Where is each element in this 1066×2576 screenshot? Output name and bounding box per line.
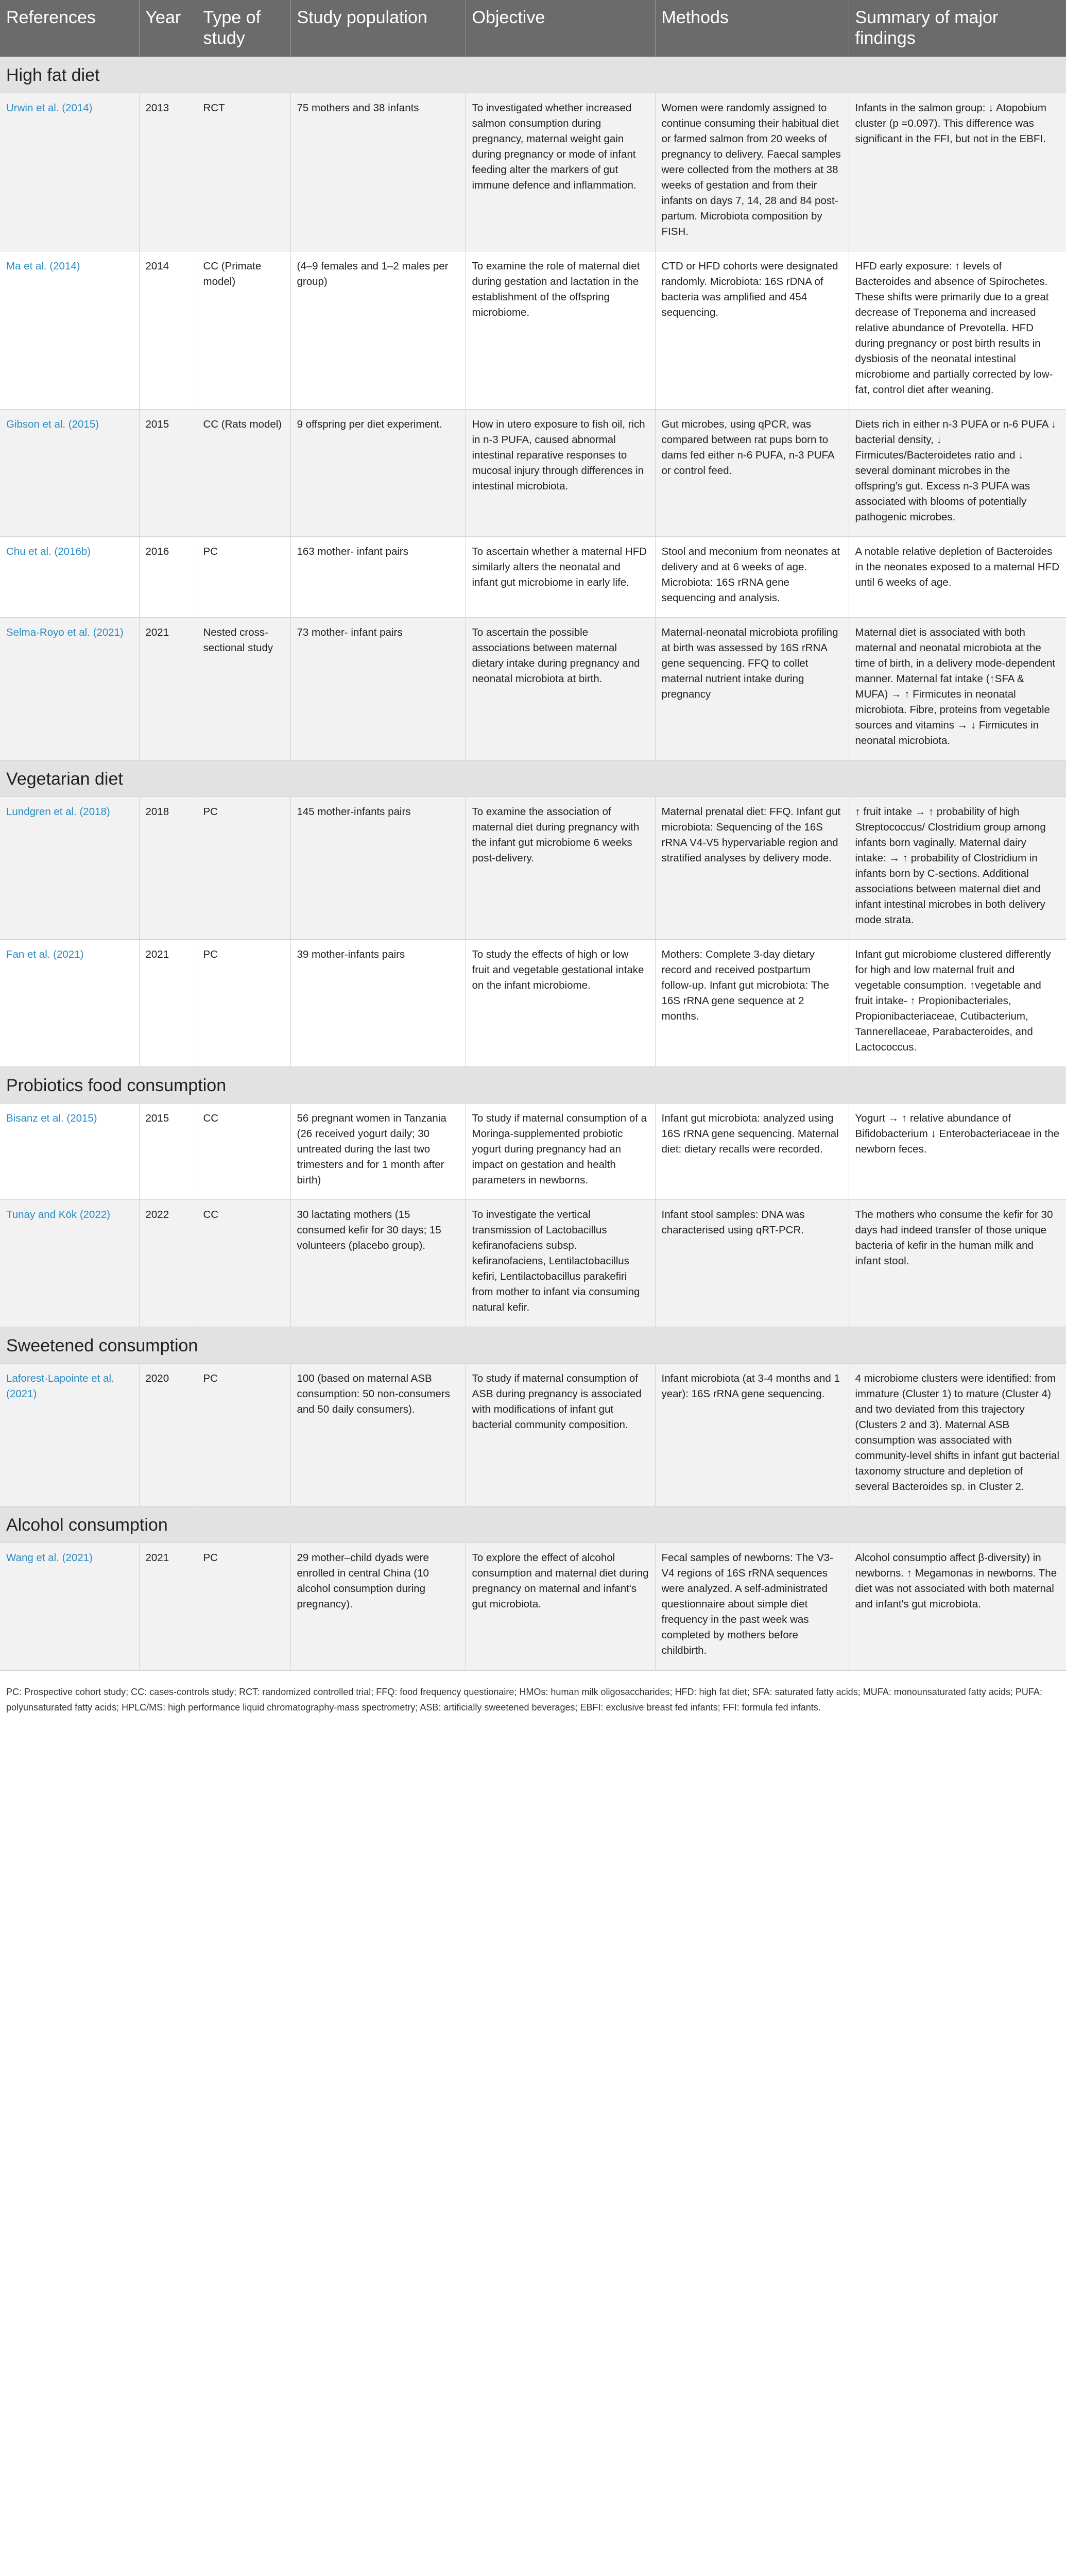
reference-link[interactable]: Bisanz et al. (2015) [0,1104,139,1200]
col-header-objective: Objective [466,0,655,57]
cell-type: RCT [197,93,290,251]
cell-population: (4–9 females and 1–2 males per group) [290,251,466,410]
cell-year: 2016 [139,537,197,618]
section-header [0,1506,1066,1543]
table-header [0,0,1066,57]
section-title: High fat diet [0,57,1066,93]
cell-type: CC (Rats model) [197,410,290,537]
section-header [0,760,1066,797]
cell-methods: CTD or HFD cohorts were designated randomly. Microbiota: 16S rDNA of bacteria was amplified and 454 sequencing. [655,251,849,410]
reference-link[interactable]: Urwin et al. (2014) [0,93,139,251]
cell-population: 75 mothers and 38 infants [290,93,466,251]
col-header-population: Study population [290,0,466,57]
cell-methods: Gut microbes, using qPCR, was compared between rat pups born to dams fed either n-6 PUFA, n-3 PUFA or control feed. [655,410,849,537]
reference-link[interactable]: Gibson et al. (2015) [0,410,139,537]
table-row [0,940,1066,1067]
cell-type: CC [197,1104,290,1200]
section-title: Probiotics food consumption [0,1067,1066,1104]
cell-type: PC [197,1364,290,1506]
cell-objective: To ascertain the possible associations between maternal dietary intake during pregnancy and neonatal microbiota at birth. [466,618,655,760]
col-header-methods: Methods [655,0,849,57]
table-row [0,537,1066,618]
cell-methods: Fecal samples of newborns: The V3-V4 regions of 16S rRNA sequences were analyzed. A self-administrated questionnaire about simple diet frequency in the past week was completed by mothers before childbirth. [655,1543,849,1670]
cell-findings: Maternal diet is associated with both maternal and neonatal microbiota at the time of birth, in a delivery mode-dependent manner. Maternal fat intake (↑SFA & MUFA) → ↑ Firmicutes in neonatal microbiota. Fibre, proteins from vegetable sources and vitamins → ↓ Firmicutes in neonatal microbiota. [849,618,1066,760]
section-header [0,57,1066,93]
table-row [0,1364,1066,1506]
col-header-type: Type of study [197,0,290,57]
reference-link[interactable]: Lundgren et al. (2018) [0,797,139,940]
cell-findings: Yogurt → ↑ relative abundance of Bifidobacterium ↓ Enterobacteriaceae in the newborn feces. [849,1104,1066,1200]
section-title: Vegetarian diet [0,760,1066,797]
cell-objective: To examine the role of maternal diet during gestation and lactation in the establishment of the offspring microbiome. [466,251,655,410]
col-header-references: References [0,0,139,57]
table-row [0,618,1066,760]
cell-methods: Maternal-neonatal microbiota profiling at birth was assessed by 16S rRNA gene sequencing. FFQ to collet maternal nutrient intake during pregnancy [655,618,849,760]
cell-year: 2022 [139,1200,197,1327]
cell-findings: Infant gut microbiome clustered differently for high and low maternal fruit and vegetable consumption. ↑vegetable and fruit intake- ↑ Propionibacteriales, Propionibacteriaceae, Cutibacterium, Tannerellaceae, Parabacteroides, and Lactococcus. [849,940,1066,1067]
cell-findings: Alcohol consumptio affect β-diversity) in newborns. ↑ Megamonas in newborns. The diet was not associated with both maternal and infant's gut microbiota. [849,1543,1066,1670]
cell-year: 2014 [139,251,197,410]
cell-type: PC [197,537,290,618]
cell-objective: To investigated whether increased salmon consumption during pregnancy, maternal weight gain during pregnancy or mode of infant feeding alter the markers of gut immune defence and inflammation. [466,93,655,251]
cell-methods: Infant microbiota (at 3-4 months and 1 year): 16S rRNA gene sequencing. [655,1364,849,1506]
reference-link[interactable]: Laforest-Lapointe et al. (2021) [0,1364,139,1506]
cell-year: 2018 [139,797,197,940]
cell-methods: Infant gut microbiota: analyzed using 16S rRNA gene sequencing. Maternal diet: dietary recalls were recorded. [655,1104,849,1200]
table-row [0,93,1066,251]
cell-type: PC [197,797,290,940]
table-row [0,1543,1066,1670]
section-header [0,1067,1066,1104]
cell-population: 163 mother- infant pairs [290,537,466,618]
cell-population: 29 mother–child dyads were enrolled in central China (10 alcohol consumption during pregnancy). [290,1543,466,1670]
cell-type: PC [197,1543,290,1670]
table-row [0,410,1066,537]
cell-objective: To ascertain whether a maternal HFD similarly alters the neonatal and infant gut microbiome in early life. [466,537,655,618]
cell-population: 145 mother-infants pairs [290,797,466,940]
cell-population: 56 pregnant women in Tanzania (26 received yogurt daily; 30 untreated during the last two trimesters and for 1 month after birth) [290,1104,466,1200]
reference-link[interactable]: Fan et al. (2021) [0,940,139,1067]
cell-type: Nested cross-sectional study [197,618,290,760]
cell-objective: To study the effects of high or low fruit and vegetable gestational intake on the infant microbiome. [466,940,655,1067]
reference-link[interactable]: Ma et al. (2014) [0,251,139,410]
reference-link[interactable]: Chu et al. (2016b) [0,537,139,618]
cell-findings: Infants in the salmon group: ↓ Atopobium cluster (p =0.097). This difference was significant in the FFI, but not in the EBFI. [849,93,1066,251]
section-title: Sweetened consumption [0,1327,1066,1364]
cell-year: 2021 [139,618,197,760]
cell-year: 2015 [139,410,197,537]
table-row [0,797,1066,940]
cell-type: CC [197,1200,290,1327]
table-footnote: PC: Prospective cohort study; CC: cases-controls study; RCT: randomized controlled trial; FFQ: food frequency questionaire; HMOs: human milk oligosaccharides; HFD: high fat diet; SFA: saturated fatty acids; MUFA: monounsaturated fatty acids; PUFA: polyunsaturated fatty acids; HPLC/MS: high performance liquid chromatography-mass spectrometry; ASB: artificially sweetened beverages; EBFI: exclusive breast fed infants; FFI: formula fed infants. [0,1670,1066,1715]
cell-year: 2021 [139,940,197,1067]
table-row [0,1104,1066,1200]
cell-objective: To study if maternal consumption of ASB during pregnancy is associated with modifications of infant gut bacterial community composition. [466,1364,655,1506]
cell-type: CC (Primate model) [197,251,290,410]
col-header-year: Year [139,0,197,57]
cell-population: 100 (based on maternal ASB consumption: 50 non-consumers and 50 daily consumers). [290,1364,466,1506]
reference-link[interactable]: Selma-Royo et al. (2021) [0,618,139,760]
cell-findings: ↑ fruit intake → ↑ probability of high Streptococcus/ Clostridium group among infants born vaginally. Maternal dairy intake: → ↑ probability of Clostridium in infants born by C-sections. Additional associations between maternal diet and infant intestinal microbes in both delivery mode strata. [849,797,1066,940]
cell-findings: A notable relative depletion of Bacteroides in the neonates exposed to a maternal HFD until 6 weeks of age. [849,537,1066,618]
reference-link[interactable]: Tunay and Kök (2022) [0,1200,139,1327]
section-header [0,1327,1066,1364]
cell-objective: To study if maternal consumption of a Moringa-supplemented probiotic yogurt during pregnancy had an impact on gestation and health parameters in newborns. [466,1104,655,1200]
cell-population: 30 lactating mothers (15 consumed kefir for 30 days; 15 volunteers (placebo group). [290,1200,466,1327]
cell-findings: 4 microbiome clusters were identified: from immature (Cluster 1) to mature (Cluster 4) and two deviated from this trajectory (Clusters 2 and 3). Maternal ASB consumption was associated with community-level shifts in infant gut bacterial taxonomy structure and depletion of several Bacteroides sp. in Cluster 2. [849,1364,1066,1506]
reference-link[interactable]: Wang et al. (2021) [0,1543,139,1670]
cell-type: PC [197,940,290,1067]
cell-methods: Stool and meconium from neonates at delivery and at 6 weeks of age. Microbiota: 16S rRNA gene sequencing and analysis. [655,537,849,618]
cell-methods: Maternal prenatal diet: FFQ. Infant gut microbiota: Sequencing of the 16S rRNA V4-V5 hypervariable region and stratified analyses by delivery mode. [655,797,849,940]
cell-objective: To examine the association of maternal diet during pregnancy with the infant gut microbiome 6 weeks post-delivery. [466,797,655,940]
cell-year: 2015 [139,1104,197,1200]
cell-methods: Women were randomly assigned to continue consuming their habitual diet or farmed salmon from 20 weeks of pregnancy to delivery. Faecal samples were collected from the mothers at 38 weeks of gestation and from their infants on days 7, 14, 28 and 84 post-partum. Microbiota composition by FISH. [655,93,849,251]
section-title: Alcohol consumption [0,1506,1066,1543]
cell-year: 2020 [139,1364,197,1506]
cell-methods: Mothers: Complete 3-day dietary record and received postpartum follow-up. Infant gut microbiota: The 16S rRNA gene sequence at 2 months. [655,940,849,1067]
cell-objective: How in utero exposure to fish oil, rich in n-3 PUFA, caused abnormal intestinal reparative responses to mucosal injury through differences in intestinal microbiota. [466,410,655,537]
table-row [0,1200,1066,1327]
table-body [0,57,1066,1670]
cell-population: 9 offspring per diet experiment. [290,410,466,537]
cell-population: 73 mother- infant pairs [290,618,466,760]
cell-objective: To explore the effect of alcohol consumption and maternal diet during pregnancy on maternal and infant's gut microbiota. [466,1543,655,1670]
cell-year: 2021 [139,1543,197,1670]
cell-methods: Infant stool samples: DNA was characterised using qRT-PCR. [655,1200,849,1327]
cell-objective: To investigate the vertical transmission of Lactobacillus kefiranofaciens subsp. kefiranofaciens, Lentilactobacillus kefiri, Lentilactobacillus parakefiri from mother to infant via consuming natural kefir. [466,1200,655,1327]
table-row [0,251,1066,410]
cell-population: 39 mother-infants pairs [290,940,466,1067]
col-header-findings: Summary of major findings [849,0,1066,57]
cell-findings: Diets rich in either n-3 PUFA or n-6 PUFA ↓ bacterial density, ↓ Firmicutes/Bacteroidetes ratio and ↓ several dominant microbes in the offspring's gut. Excess n-3 PUFA was associated with blooms of potentially pathogenic microbes. [849,410,1066,537]
cell-findings: HFD early exposure: ↑ levels of Bacteroides and absence of Spirochetes. These shifts were primarily due to a great decrease of Treponema and increased relative abundance of Prevotella. HFD during pregnancy or post birth results in dysbiosis of the neonatal intestinal microbiome and partially corrected by low-fat, control diet after weaning. [849,251,1066,410]
cell-year: 2013 [139,93,197,251]
cell-findings: The mothers who consume the kefir for 30 days had indeed transfer of those unique bacteria of kefir in the human milk and infant stool. [849,1200,1066,1327]
